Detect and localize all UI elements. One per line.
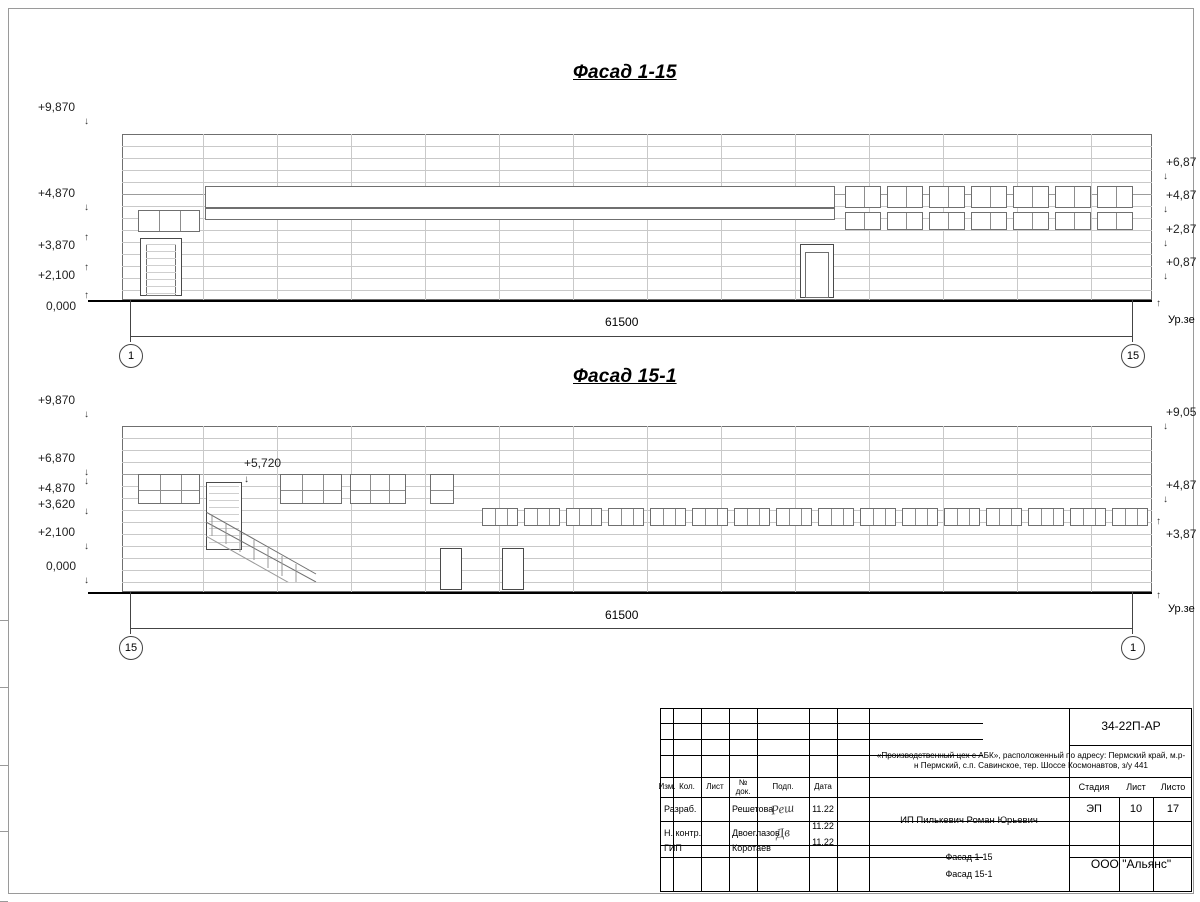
- stamp-signature-1: Реш: [770, 799, 796, 818]
- stamp-stage-header: Стадия: [1078, 781, 1110, 792]
- stamp-role-2: Н. контр.: [664, 827, 702, 838]
- stamp-col-data: Дата: [814, 782, 832, 792]
- facade2-ground-line: [88, 592, 1152, 594]
- stamp-role-3: ГИП: [664, 842, 682, 853]
- facade2-window-c: [350, 474, 406, 504]
- stamp-stage-value: ЭП: [1086, 802, 1102, 815]
- stamp-sheets-value: 17: [1166, 802, 1180, 815]
- stamp-date-1: 11.22: [812, 803, 834, 814]
- facade1-length-dim: 61500: [601, 315, 642, 329]
- facade2-window-a: [138, 474, 200, 504]
- stamp-date-3: 11.22: [812, 836, 834, 847]
- stamp-role-1: Разраб.: [664, 803, 697, 814]
- stamp-client: ИП Пилькевич Роман Юрьевич: [900, 814, 1038, 826]
- facade2-axis-right: 1: [1121, 636, 1145, 660]
- stamp-col-ndoc: № док.: [735, 777, 751, 796]
- stamp-sheet-value: 10: [1129, 802, 1143, 815]
- facade1-ground-label: Ур.зе: [1168, 314, 1195, 326]
- facade2-ground-label: Ур.зе: [1168, 603, 1195, 615]
- title-block: [660, 708, 1192, 892]
- facade1-window-left: [138, 210, 200, 232]
- facade2-stair-level: +5,720: [244, 456, 282, 470]
- stamp-company: ООО "Альянс": [1090, 857, 1172, 872]
- facade2-door-1: [440, 548, 462, 590]
- stamp-col-kol: Кол.: [679, 782, 695, 792]
- stamp-drawing-name-1: Фасад 1-15: [945, 851, 993, 862]
- facade2-axis-left: 15: [119, 636, 143, 660]
- stamp-signature-2: Дв: [774, 823, 791, 841]
- stamp-name-3: Коротаев: [732, 842, 771, 853]
- stamp-date-2: 11.22: [812, 820, 834, 831]
- stamp-name-1: Решетова: [732, 803, 774, 814]
- facade1-ground-line: [88, 300, 1152, 302]
- facade2-door-2: [502, 548, 524, 590]
- stamp-code: 34-22П-АР: [1101, 719, 1161, 734]
- facade2-window-d: [430, 474, 454, 504]
- stamp-drawing-name-2: Фасад 15-1: [945, 868, 993, 879]
- stamp-col-podp: Подп.: [772, 782, 794, 792]
- stamp-name-2: Двоеглазов: [732, 827, 780, 838]
- facade-1-15-title: Фасад 1-15: [573, 62, 677, 83]
- stamp-col-list: Лист: [706, 782, 724, 792]
- stamp-col-izm: Изм.: [658, 782, 676, 792]
- sheet-left-stub: [0, 620, 8, 902]
- stamp-object-title: «Производственный цех с АБК», расположенный по адресу: Пермский край, м.р-н Пермский, с.п. Савинское, тер. Шоссе Космонавтов, з/у 441: [876, 750, 1186, 770]
- facade2-window-b: [280, 474, 342, 504]
- facade1-axis-left: 1: [119, 344, 143, 368]
- stamp-sheet-header: Лист: [1126, 781, 1146, 792]
- facade2-length-dim: 61500: [601, 608, 642, 622]
- facade1-axis-right: 15: [1121, 344, 1145, 368]
- drawing-sheet: Фасад 1-15 +9,870 ↓ +4,870 ↓ +3,870 ↑ +2,100 ↑ 0,000 ↑ +6,87 ↓ +4,87 ↓ +2,87 ↓ +0,87 ↓ Ур.зе ↑ 61500 1 15 Фасад 15-1 +9,870 ↓ +6,870 ↓ +4,870 ↓ +3,620 ↓ +2,100 ↓ 0,000 ↓ +5,720 ↓ +9,05 ↓ +4,87 ↓ +3,87 ↑ Ур.зе ↑ 61500 15 1 34-22П-АР «Производственный цех с АБК», расположенный по адресу: Пермский край, м.р-н Пермский, с.п. Савинское, тер. Шоссе Космонавтов, з/у 441 Изм. Кол. Лист № док. Подп. Дата Разраб. Решетова Реш 11.22 Н. контр. Двоеглазов Дв 11.22 ГИП Коротаев 11.22 ИП Пилькевич Роман Юрьевич Фасад 1-15 Фасад 15-1 Стадия Лист Листо ЭП 10 17 ООО "Альянс": [0, 0, 1200, 900]
- facade-15-1-title: Фасад 15-1: [573, 366, 677, 387]
- stamp-sheets-header: Листо: [1160, 781, 1186, 792]
